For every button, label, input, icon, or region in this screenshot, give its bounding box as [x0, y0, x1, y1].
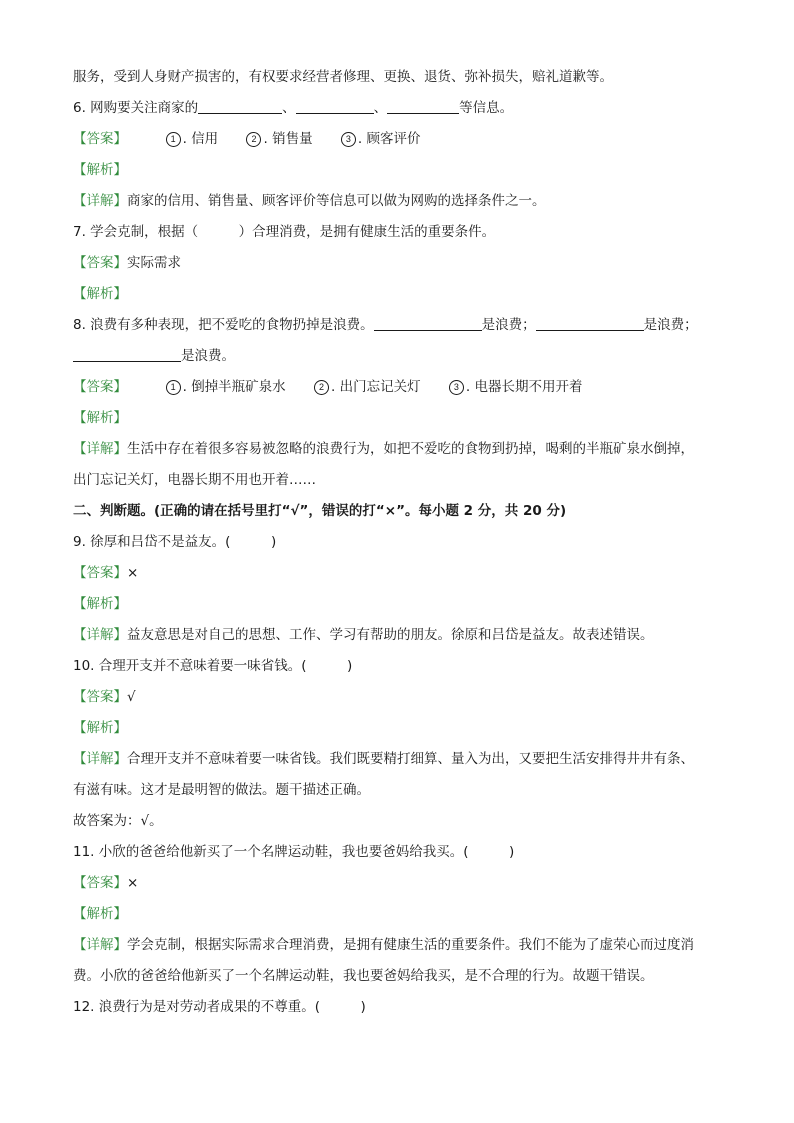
answer-line	[73, 372, 723, 403]
detail-line	[73, 465, 723, 496]
answer-label: 【答案】	[73, 689, 127, 705]
section-title: 二、判断题。(正确的请在括号里打“√”，错误的打“×”。每小题 2 分，共 20 分)	[73, 503, 567, 519]
document-page	[73, 62, 723, 1023]
detail-text: 有滋有味。这才是最明智的做法。题干描述正确。	[73, 782, 370, 798]
answer-text: √	[127, 689, 136, 705]
analysis-label: 【解析】	[73, 906, 127, 922]
question-text: 等信息。	[459, 100, 514, 116]
analysis-label: 【解析】	[73, 410, 127, 426]
detail-line	[73, 961, 723, 992]
detail-line	[73, 186, 723, 217]
analysis-label: 【解析】	[73, 162, 127, 178]
answer-option: 1 . 倒掉半瓶矿泉水	[166, 372, 286, 403]
detail-label: 【详解】	[73, 751, 127, 767]
answer-option: 2 . 出门忘记关灯	[314, 372, 421, 403]
fill-blank[interactable]	[296, 97, 374, 114]
answer-option: 1 . 信用	[166, 124, 219, 155]
analysis-line	[73, 155, 723, 186]
answer-option: 2 . 销售量	[246, 124, 312, 155]
separator: 、	[282, 100, 296, 116]
analysis-line	[73, 279, 723, 310]
circled-number: 2	[314, 380, 329, 395]
question-text: 7. 学会克制，根据（ ）合理消费，是拥有健康生活的重要条件。	[73, 224, 496, 240]
detail-label: 【详解】	[73, 937, 127, 953]
detail-text: 合理开支并不意味着要一味省钱。我们既要精打细算、量入为出，又要把生活安排得井井有条、	[127, 751, 694, 767]
question-text: 6. 网购要关注商家的	[73, 100, 199, 116]
detail-label: 【详解】	[73, 193, 127, 209]
detail-line	[73, 744, 723, 775]
answer-line	[73, 248, 723, 279]
question-11	[73, 837, 723, 868]
detail-text: 商家的信用、销售量、顾客评价等信息可以做为网购的选择条件之一。	[127, 193, 546, 209]
answer-label: 【答案】	[73, 379, 127, 395]
question-text: 是浪费。	[181, 348, 235, 364]
question-8-cont	[73, 341, 723, 372]
detail-text: 益友意思是对自己的思想、工作、学习有帮助的朋友。徐原和吕岱是益友。故表述错误。	[127, 627, 654, 643]
answer-option: 3 . 电器长期不用开着	[449, 372, 583, 403]
detail-text: 学会克制，根据实际需求合理消费，是拥有健康生活的重要条件。我们不能为了虚荣心而过度消	[127, 937, 694, 953]
detail-text: 费。小欣的爸爸给他新买了一个名牌运动鞋，我也要爸妈给我买，是不合理的行为。故题干错误。	[73, 968, 654, 984]
circled-number: 3	[449, 380, 464, 395]
detail-text: 生活中存在着很多容易被忽略的浪费行为，如把不爱吃的食物到扔掉，喝剩的半瓶矿泉水倒掉，	[127, 441, 694, 457]
question-text: 是浪费；	[643, 317, 698, 333]
final-answer-line	[73, 806, 723, 837]
fill-blank[interactable]	[374, 314, 482, 331]
option-text: 信用	[191, 131, 219, 147]
question-text: 9. 徐厚和吕岱不是益友。( )	[73, 534, 277, 550]
analysis-label: 【解析】	[73, 286, 127, 302]
circled-number: 1	[166, 132, 181, 147]
detail-label: 【详解】	[73, 441, 127, 457]
answer-label: 【答案】	[73, 565, 127, 581]
section-heading	[73, 496, 723, 527]
circled-number: 1	[166, 380, 181, 395]
question-text: 8. 浪费有多种表现，把不爱吃的食物扔掉是浪费。	[73, 317, 374, 333]
question-7	[73, 217, 723, 248]
detail-text: 出门忘记关灯，电器长期不用也开着……	[73, 472, 316, 488]
question-text: 是浪费；	[481, 317, 536, 333]
analysis-line	[73, 713, 723, 744]
answer-line	[73, 868, 723, 899]
detail-line	[73, 930, 723, 961]
answer-text: ×	[127, 875, 139, 891]
separator: 、	[373, 100, 388, 116]
answer-line	[73, 124, 723, 155]
fill-blank[interactable]	[73, 345, 181, 362]
question-10	[73, 651, 723, 682]
fill-blank[interactable]	[387, 97, 459, 114]
option-text: 销售量	[272, 131, 313, 147]
paragraph-line	[73, 62, 723, 93]
analysis-line	[73, 899, 723, 930]
question-9	[73, 527, 723, 558]
option-text: 出门忘记关灯	[339, 379, 421, 395]
answer-label: 【答案】	[73, 875, 127, 891]
detail-line	[73, 434, 723, 465]
answer-line	[73, 558, 723, 589]
answer-text: ×	[127, 565, 139, 581]
answer-label: 【答案】	[73, 255, 127, 271]
fill-blank[interactable]	[198, 97, 282, 114]
answer-text: 实际需求	[127, 255, 181, 271]
detail-label: 【详解】	[73, 627, 127, 643]
question-8	[73, 310, 723, 341]
answer-option: 3 . 顾客评价	[341, 124, 421, 155]
analysis-label: 【解析】	[73, 720, 127, 736]
question-12	[73, 992, 723, 1023]
answer-line	[73, 682, 723, 713]
analysis-line	[73, 403, 723, 434]
option-text: 倒掉半瓶矿泉水	[191, 379, 286, 395]
question-6	[73, 93, 723, 124]
question-text: 10. 合理开支并不意味着要一味省钱。( )	[73, 658, 353, 674]
detail-line	[73, 620, 723, 651]
answer-label: 【答案】	[73, 131, 127, 147]
question-text: 12. 浪费行为是对劳动者成果的不尊重。( )	[73, 999, 366, 1015]
option-text: 顾客评价	[366, 131, 421, 147]
analysis-label: 【解析】	[73, 596, 127, 612]
detail-line	[73, 775, 723, 806]
text: 服务，受到人身财产损害的，有权要求经营者修理、更换、退货、弥补损失，赔礼道歉等。	[73, 69, 613, 85]
analysis-line	[73, 589, 723, 620]
circled-number: 2	[246, 132, 261, 147]
question-text: 11. 小欣的爸爸给他新买了一个名牌运动鞋，我也要爸妈给我买。( )	[73, 844, 515, 860]
fill-blank[interactable]	[536, 314, 644, 331]
option-text: 电器长期不用开着	[474, 379, 583, 395]
circled-number: 3	[341, 132, 356, 147]
final-answer-text: 故答案为：√。	[73, 813, 163, 829]
